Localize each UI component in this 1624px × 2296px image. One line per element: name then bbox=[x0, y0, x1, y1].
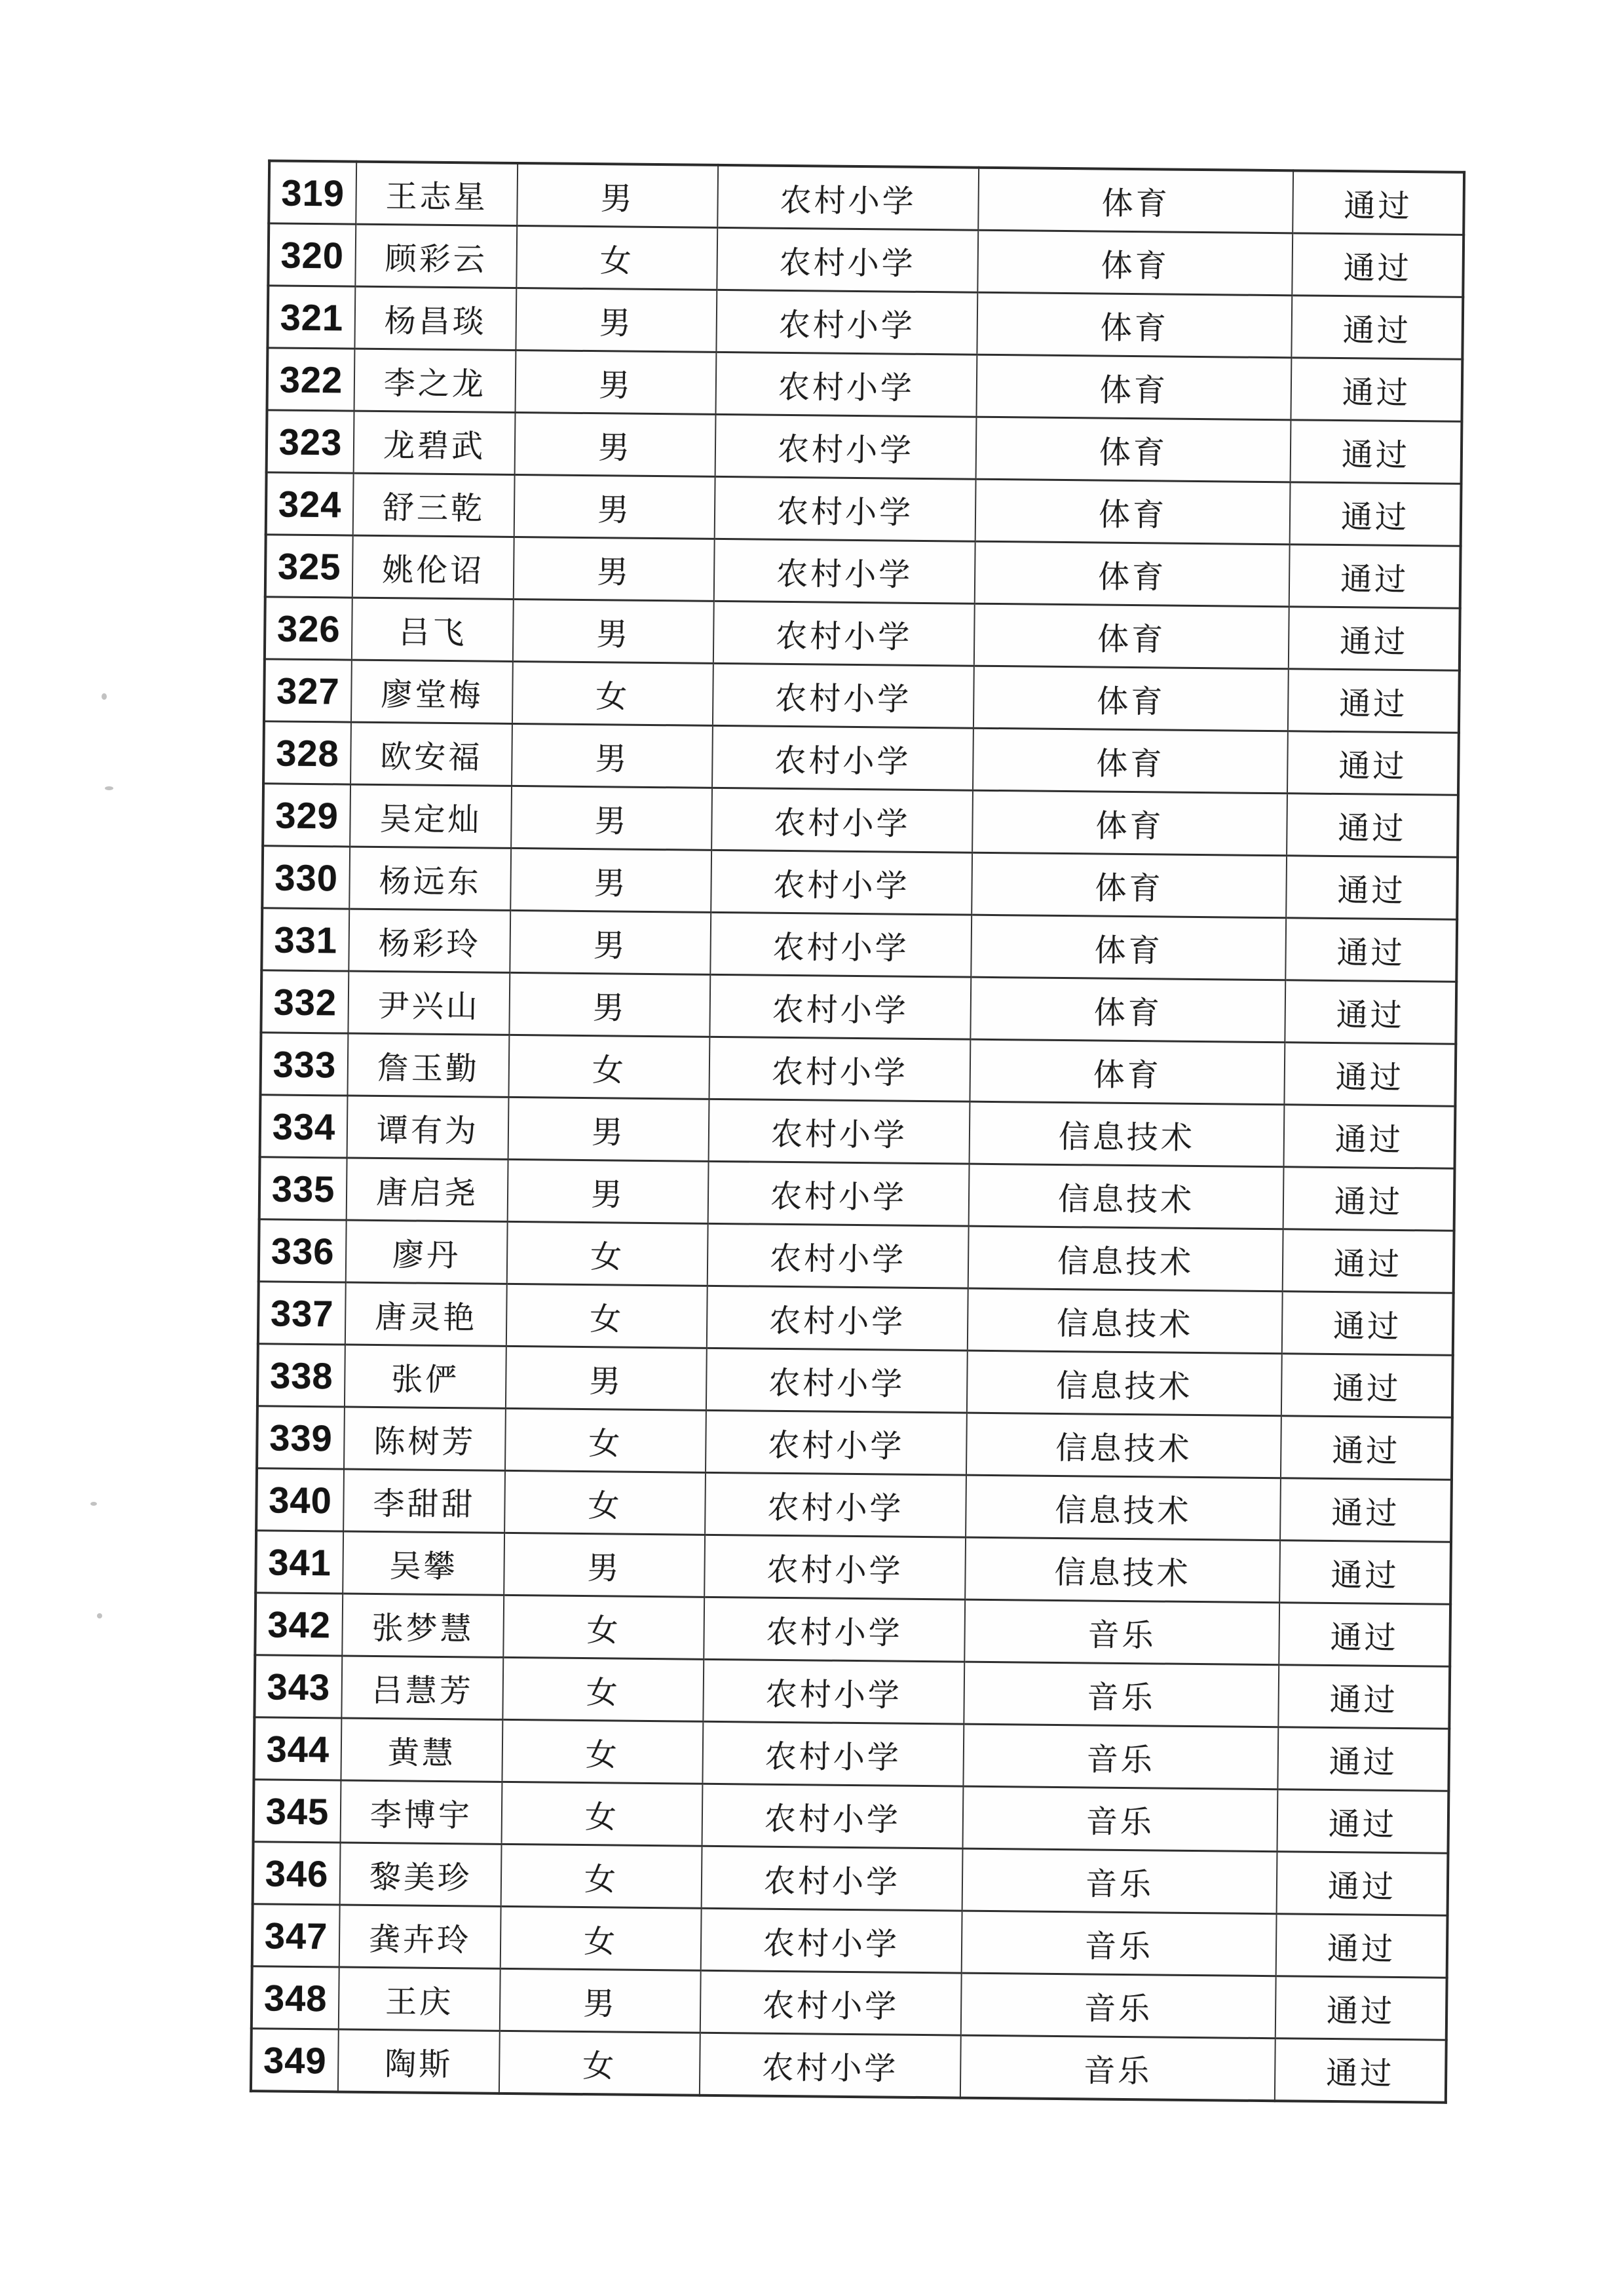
cell-serial-number: 332 bbox=[261, 970, 349, 1033]
cell-subject: 体育 bbox=[972, 790, 1287, 856]
cell-subject: 体育 bbox=[973, 728, 1288, 794]
cell-name: 廖丹 bbox=[346, 1220, 508, 1284]
cell-result: 通过 bbox=[1291, 420, 1462, 484]
cell-gender: 男 bbox=[504, 1533, 705, 1597]
cell-name: 姚伦诏 bbox=[352, 535, 514, 599]
cell-school-type: 农村小学 bbox=[704, 1535, 966, 1599]
cell-serial-number: 337 bbox=[258, 1282, 346, 1345]
cell-gender: 男 bbox=[509, 972, 710, 1037]
cell-name: 陈树芳 bbox=[344, 1407, 506, 1470]
cell-school-type: 农村小学 bbox=[717, 227, 978, 292]
cell-subject: 音乐 bbox=[963, 1724, 1278, 1789]
cell-serial-number: 341 bbox=[255, 1531, 343, 1594]
results-table-body bbox=[251, 161, 1464, 2102]
table-row bbox=[259, 1219, 1454, 1293]
table-row bbox=[260, 1095, 1456, 1169]
table-row bbox=[254, 1780, 1449, 1854]
cell-subject: 体育 bbox=[973, 666, 1289, 731]
cell-subject: 音乐 bbox=[960, 2035, 1275, 2101]
cell-school-type: 农村小学 bbox=[703, 1659, 964, 1724]
cell-result: 通过 bbox=[1280, 1478, 1452, 1542]
cell-gender: 男 bbox=[508, 1097, 709, 1161]
cell-name: 张俨 bbox=[345, 1345, 506, 1408]
table-row bbox=[256, 1468, 1452, 1542]
cell-subject: 音乐 bbox=[962, 1848, 1277, 1914]
cell-gender: 女 bbox=[506, 1284, 708, 1348]
cell-name: 李之龙 bbox=[354, 349, 516, 412]
cell-gender: 女 bbox=[501, 1844, 702, 1908]
cell-school-type: 农村小学 bbox=[709, 1099, 970, 1164]
cell-gender: 女 bbox=[502, 1719, 703, 1784]
cell-result: 通过 bbox=[1277, 1852, 1448, 1916]
cell-gender: 男 bbox=[514, 474, 715, 539]
cell-subject: 音乐 bbox=[964, 1599, 1279, 1665]
cell-school-type: 农村小学 bbox=[713, 663, 974, 728]
cell-subject: 信息技术 bbox=[967, 1350, 1282, 1416]
results-table bbox=[250, 159, 1465, 2103]
cell-name: 谭有为 bbox=[347, 1096, 509, 1159]
cell-gender: 男 bbox=[512, 723, 713, 788]
cell-serial-number: 342 bbox=[255, 1593, 343, 1656]
cell-serial-number: 329 bbox=[263, 784, 350, 847]
cell-serial-number: 335 bbox=[259, 1157, 347, 1220]
cell-school-type: 农村小学 bbox=[701, 1908, 962, 1973]
table-row bbox=[265, 597, 1460, 671]
cell-school-type: 农村小学 bbox=[717, 165, 979, 230]
cell-name: 唐启尧 bbox=[347, 1158, 508, 1221]
cell-name: 李博宇 bbox=[341, 1780, 502, 1844]
table-row bbox=[252, 1904, 1448, 1978]
cell-name: 顾彩云 bbox=[355, 224, 517, 288]
scan-speck bbox=[97, 1613, 102, 1618]
cell-gender: 女 bbox=[505, 1408, 706, 1472]
cell-school-type: 农村小学 bbox=[711, 788, 973, 852]
cell-result: 通过 bbox=[1283, 1167, 1455, 1231]
cell-name: 李甜甜 bbox=[343, 1469, 505, 1533]
cell-result: 通过 bbox=[1289, 545, 1461, 609]
table-row bbox=[266, 472, 1462, 546]
cell-serial-number: 322 bbox=[267, 348, 355, 411]
cell-gender: 男 bbox=[508, 1159, 709, 1223]
cell-name: 唐灵艳 bbox=[345, 1282, 507, 1346]
table-row bbox=[267, 348, 1463, 422]
cell-gender: 男 bbox=[500, 1968, 701, 2033]
cell-school-type: 农村小学 bbox=[710, 912, 972, 977]
cell-serial-number: 324 bbox=[266, 472, 354, 535]
cell-name: 欧安福 bbox=[350, 722, 512, 786]
table-row bbox=[259, 1157, 1455, 1231]
scan-speck bbox=[105, 786, 113, 790]
cell-subject: 音乐 bbox=[962, 1911, 1277, 1976]
cell-name: 陶斯 bbox=[338, 2029, 500, 2094]
cell-serial-number: 336 bbox=[259, 1219, 347, 1282]
cell-result: 通过 bbox=[1277, 1727, 1449, 1791]
cell-subject: 体育 bbox=[974, 603, 1289, 669]
table-row bbox=[254, 1655, 1450, 1729]
table-row bbox=[254, 1717, 1449, 1791]
cell-name: 黎美珍 bbox=[340, 1843, 502, 1906]
cell-school-type: 农村小学 bbox=[711, 850, 972, 915]
cell-name: 王志星 bbox=[356, 162, 518, 226]
cell-subject: 信息技术 bbox=[968, 1288, 1283, 1354]
table-row bbox=[257, 1344, 1453, 1418]
cell-school-type: 农村小学 bbox=[716, 290, 977, 354]
cell-serial-number: 321 bbox=[267, 286, 355, 349]
cell-school-type: 农村小学 bbox=[704, 1597, 965, 1662]
cell-subject: 信息技术 bbox=[966, 1475, 1281, 1540]
cell-school-type: 农村小学 bbox=[715, 476, 976, 541]
cell-school-type: 农村小学 bbox=[715, 352, 977, 417]
cell-subject: 信息技术 bbox=[970, 1101, 1285, 1167]
table-row bbox=[267, 410, 1462, 484]
cell-name: 张梦慧 bbox=[342, 1594, 504, 1657]
cell-name: 王庆 bbox=[339, 1967, 500, 2031]
cell-serial-number: 348 bbox=[252, 1966, 339, 2029]
cell-gender: 女 bbox=[500, 1906, 702, 1970]
cell-serial-number: 347 bbox=[252, 1904, 340, 1967]
cell-gender: 男 bbox=[511, 786, 712, 850]
cell-name: 廖堂梅 bbox=[351, 660, 513, 723]
cell-gender: 男 bbox=[510, 910, 711, 974]
cell-subject: 信息技术 bbox=[965, 1537, 1280, 1603]
cell-result: 通过 bbox=[1288, 669, 1460, 733]
cell-serial-number: 331 bbox=[261, 908, 349, 971]
cell-result: 通过 bbox=[1291, 296, 1463, 360]
cell-gender: 女 bbox=[502, 1782, 703, 1846]
cell-result: 通过 bbox=[1290, 482, 1462, 546]
cell-school-type: 农村小学 bbox=[708, 1161, 970, 1226]
cell-name: 杨昌琰 bbox=[354, 286, 516, 350]
cell-subject: 体育 bbox=[977, 292, 1292, 358]
cell-serial-number: 344 bbox=[254, 1717, 341, 1780]
cell-result: 通过 bbox=[1277, 1789, 1448, 1854]
cell-gender: 男 bbox=[510, 848, 711, 912]
cell-gender: 女 bbox=[504, 1470, 706, 1535]
cell-result: 通过 bbox=[1287, 731, 1459, 795]
cell-school-type: 农村小学 bbox=[702, 1784, 964, 1848]
cell-gender: 女 bbox=[516, 225, 717, 290]
cell-name: 龙碧武 bbox=[354, 411, 516, 474]
scan-speck bbox=[102, 693, 107, 700]
cell-result: 通过 bbox=[1284, 1043, 1456, 1107]
cell-school-type: 农村小学 bbox=[706, 1410, 967, 1475]
cell-gender: 男 bbox=[515, 412, 716, 476]
cell-result: 通过 bbox=[1284, 1105, 1456, 1169]
cell-serial-number: 340 bbox=[256, 1468, 344, 1531]
cell-name: 吴定灿 bbox=[350, 784, 512, 848]
cell-subject: 体育 bbox=[976, 417, 1291, 482]
table-row bbox=[268, 223, 1463, 297]
table-row bbox=[263, 784, 1458, 858]
cell-serial-number: 338 bbox=[257, 1344, 345, 1407]
cell-subject: 音乐 bbox=[963, 1786, 1278, 1852]
cell-school-type: 农村小学 bbox=[706, 1348, 968, 1413]
cell-school-type: 农村小学 bbox=[709, 974, 971, 1039]
cell-name: 黄慧 bbox=[341, 1718, 502, 1782]
table-row bbox=[260, 1033, 1456, 1107]
cell-serial-number: 328 bbox=[263, 721, 351, 784]
cell-subject: 体育 bbox=[970, 977, 1285, 1043]
cell-serial-number: 325 bbox=[265, 535, 353, 598]
cell-subject: 音乐 bbox=[964, 1662, 1279, 1727]
cell-subject: 体育 bbox=[975, 479, 1291, 545]
cell-school-type: 农村小学 bbox=[712, 725, 973, 790]
cell-school-type: 农村小学 bbox=[713, 601, 975, 666]
cell-subject: 体育 bbox=[971, 915, 1286, 980]
cell-gender: 男 bbox=[516, 288, 717, 352]
cell-gender: 男 bbox=[517, 163, 718, 227]
cell-gender: 男 bbox=[513, 599, 714, 663]
cell-serial-number: 327 bbox=[264, 659, 352, 722]
cell-result: 通过 bbox=[1279, 1540, 1451, 1605]
cell-subject: 信息技术 bbox=[968, 1226, 1283, 1292]
cell-serial-number: 349 bbox=[251, 2029, 339, 2092]
cell-subject: 体育 bbox=[972, 852, 1287, 918]
cell-gender: 女 bbox=[499, 2031, 700, 2095]
cell-subject: 体育 bbox=[978, 168, 1293, 233]
cell-result: 通过 bbox=[1285, 980, 1456, 1044]
table-row bbox=[267, 286, 1463, 360]
cell-subject: 信息技术 bbox=[966, 1413, 1281, 1478]
cell-subject: 体育 bbox=[976, 354, 1291, 420]
table-row bbox=[255, 1593, 1450, 1667]
cell-result: 通过 bbox=[1285, 918, 1457, 982]
cell-serial-number: 343 bbox=[254, 1655, 342, 1718]
table-row bbox=[269, 161, 1464, 235]
cell-school-type: 农村小学 bbox=[700, 1970, 962, 2035]
cell-school-type: 农村小学 bbox=[702, 1721, 964, 1786]
cell-name: 尹兴山 bbox=[348, 971, 510, 1035]
table-row bbox=[263, 721, 1459, 795]
cell-subject: 体育 bbox=[970, 1039, 1285, 1105]
cell-result: 通过 bbox=[1278, 1665, 1450, 1729]
cell-serial-number: 339 bbox=[257, 1406, 345, 1469]
cell-subject: 音乐 bbox=[961, 1973, 1276, 2038]
table-row bbox=[251, 2029, 1446, 2103]
cell-school-type: 农村小学 bbox=[715, 414, 977, 479]
cell-result: 通过 bbox=[1275, 1976, 1447, 2040]
cell-result: 通过 bbox=[1283, 1229, 1454, 1293]
scan-speck bbox=[90, 1502, 97, 1506]
cell-gender: 男 bbox=[516, 350, 717, 414]
cell-subject: 体育 bbox=[975, 541, 1290, 607]
cell-serial-number: 345 bbox=[254, 1780, 341, 1843]
cell-gender: 女 bbox=[507, 1221, 708, 1286]
cell-gender: 女 bbox=[503, 1595, 704, 1659]
cell-subject: 体育 bbox=[977, 230, 1293, 296]
cell-school-type: 农村小学 bbox=[709, 1037, 970, 1101]
cell-school-type: 农村小学 bbox=[705, 1472, 966, 1537]
table-row bbox=[257, 1406, 1452, 1480]
cell-result: 通过 bbox=[1293, 170, 1464, 235]
table-row bbox=[258, 1282, 1454, 1356]
cell-name: 吕飞 bbox=[352, 598, 514, 661]
cell-gender: 女 bbox=[512, 661, 713, 725]
cell-name: 舒三乾 bbox=[353, 473, 515, 537]
cell-result: 通过 bbox=[1287, 794, 1458, 858]
cell-name: 龚卉玲 bbox=[339, 1905, 501, 1968]
cell-result: 通过 bbox=[1289, 607, 1460, 671]
cell-school-type: 农村小学 bbox=[714, 539, 975, 603]
cell-serial-number: 330 bbox=[262, 846, 350, 909]
cell-result: 通过 bbox=[1292, 233, 1463, 297]
cell-gender: 女 bbox=[508, 1035, 709, 1099]
table-row bbox=[265, 535, 1461, 609]
cell-gender: 女 bbox=[502, 1657, 704, 1721]
cell-result: 通过 bbox=[1291, 358, 1462, 422]
cell-name: 吕慧芳 bbox=[341, 1656, 503, 1719]
cell-name: 詹玉勤 bbox=[347, 1033, 509, 1097]
cell-school-type: 农村小学 bbox=[707, 1286, 968, 1350]
cell-result: 通过 bbox=[1276, 1914, 1448, 1978]
cell-serial-number: 346 bbox=[253, 1842, 341, 1905]
cell-serial-number: 323 bbox=[267, 410, 354, 473]
cell-serial-number: 334 bbox=[260, 1095, 348, 1158]
cell-result: 通过 bbox=[1275, 2038, 1446, 2103]
results-table-wrap bbox=[250, 159, 1463, 2103]
cell-serial-number: 333 bbox=[260, 1033, 348, 1096]
cell-school-type: 农村小学 bbox=[708, 1223, 969, 1288]
cell-name: 杨远东 bbox=[349, 847, 511, 910]
cell-result: 通过 bbox=[1281, 1416, 1452, 1480]
cell-serial-number: 319 bbox=[269, 161, 356, 224]
table-row bbox=[261, 908, 1457, 982]
cell-name: 吴攀 bbox=[343, 1531, 504, 1595]
cell-result: 通过 bbox=[1286, 856, 1458, 920]
cell-result: 通过 bbox=[1281, 1354, 1453, 1418]
cell-result: 通过 bbox=[1282, 1292, 1454, 1356]
table-row bbox=[255, 1531, 1451, 1605]
cell-gender: 男 bbox=[514, 537, 715, 601]
table-row bbox=[262, 846, 1458, 920]
table-row bbox=[264, 659, 1460, 733]
cell-name: 杨彩玲 bbox=[349, 909, 510, 972]
cell-serial-number: 320 bbox=[268, 223, 356, 286]
table-row bbox=[253, 1842, 1448, 1916]
cell-subject: 信息技术 bbox=[969, 1164, 1284, 1229]
cell-school-type: 农村小学 bbox=[700, 2033, 961, 2097]
table-row bbox=[261, 970, 1456, 1044]
table-row bbox=[252, 1966, 1447, 2040]
cell-school-type: 农村小学 bbox=[702, 1846, 963, 1911]
cell-serial-number: 326 bbox=[265, 597, 352, 660]
cell-gender: 男 bbox=[506, 1346, 707, 1410]
cell-result: 通过 bbox=[1279, 1603, 1450, 1667]
